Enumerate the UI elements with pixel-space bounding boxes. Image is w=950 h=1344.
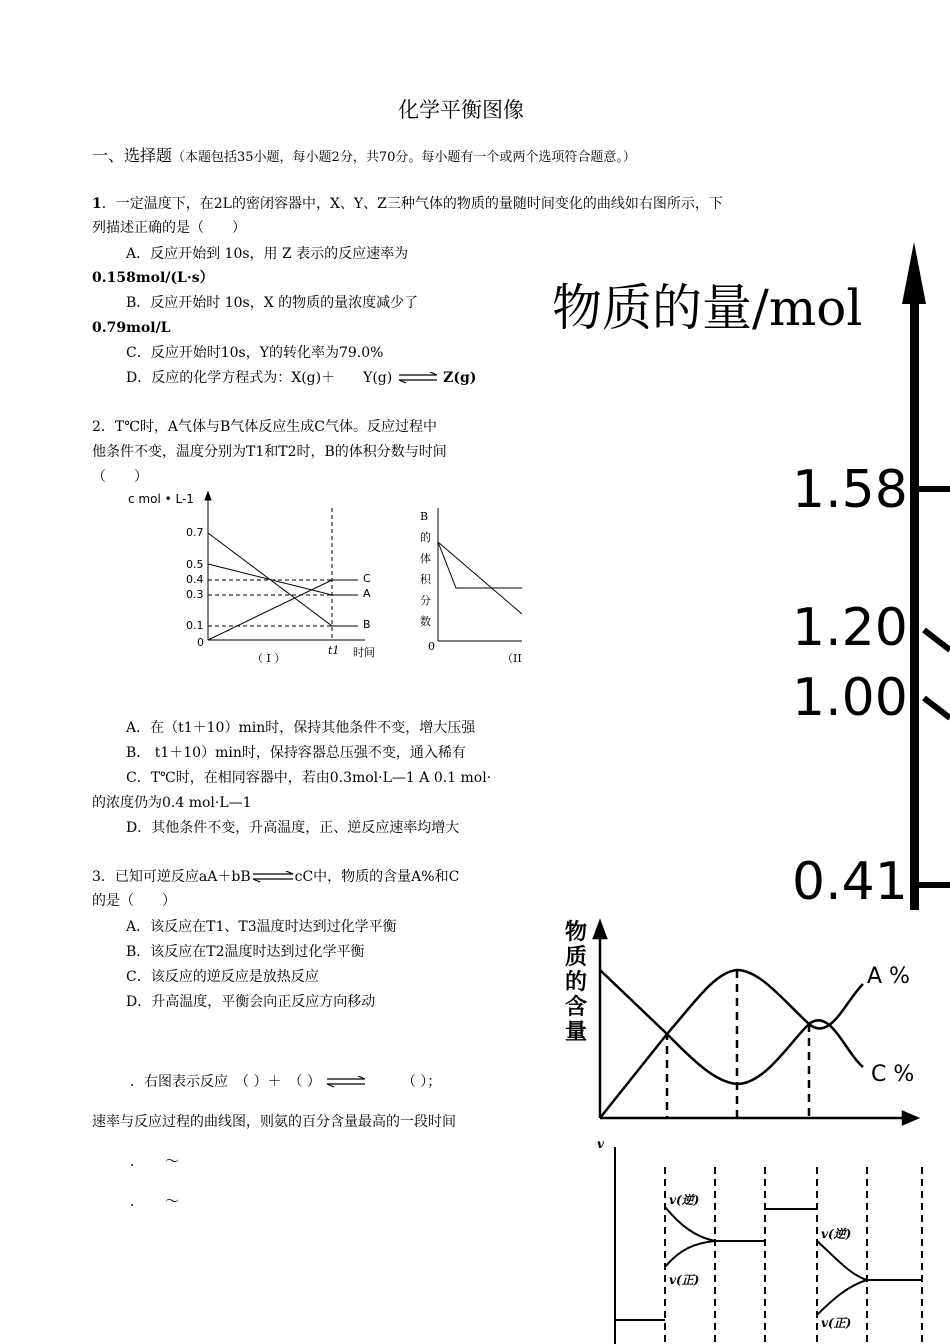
q2-fig2-curve-t1 [438, 542, 522, 588]
q2-fig2-ylabel-3: 积 [420, 573, 431, 586]
q4-rate-reverse-2 [817, 1241, 867, 1280]
q1-option-d-text: D．反应的化学方程式为：X(g)＋ Y(g) [126, 370, 393, 386]
q1-option-b-line2: 0.79mol/L [92, 320, 171, 336]
section-head-text: 一、选择题 [92, 146, 173, 165]
q2-option-d: D．其他条件不变，升高温度，正、逆反应速率均增大 [126, 820, 460, 836]
q1-tick-0-41 [919, 882, 950, 888]
q1-chart [540, 238, 950, 910]
q2-fig2-ylabel-2: 体 [420, 552, 431, 565]
q3-label-a: A % [867, 964, 910, 989]
q1-chart-y-axis [910, 278, 919, 910]
q2-tick-0-5: 0.5 [186, 558, 204, 571]
q3-ylabel-3: 含 [565, 994, 588, 1020]
q1-stem-text: ．一定温度下，在2L的密闭容器中，X、Y、Z三种气体的物质的量随时间变化的曲线如右图所示，下 [101, 196, 723, 212]
q3-chart [555, 912, 950, 1137]
section-note: （本题包括35小题，每小题2分，共70分。每小题有一个或两个选项符合题意。） [172, 150, 636, 165]
q3-stem-line1 [92, 868, 522, 886]
q4-label-reverse-1: v(逆) [669, 1193, 700, 1207]
q3-ylabel-0: 物 [565, 919, 588, 945]
q2-option-c-line1: C．T℃时，在相同容器中，若由0.3mol·L—1 A 0.1 mol· [126, 770, 492, 786]
q3-series-a [600, 970, 863, 1118]
q2-stem-line2: 他条件不变，温度分别为T1和T2时，B的体积分数与时间 [92, 444, 447, 460]
q4-chart-ylabel: v [597, 1137, 604, 1151]
q2-option-c-line2: 的浓度仍为0.4 mol·L—1 [92, 795, 252, 811]
q2-fig1-plot [120, 488, 390, 668]
q3-label-c: C % [871, 1062, 915, 1087]
q2-fig2-curve-t2 [438, 542, 522, 614]
q4-label-forward-2: v(正) [821, 1316, 852, 1330]
q1-number: 1 [92, 196, 102, 212]
section-heading [92, 143, 636, 166]
q2-fig2-ylabel-4: 分 [420, 594, 431, 607]
q2-tick-0: 0 [197, 636, 204, 649]
q1-option-d-product: Z(g) [443, 370, 477, 386]
q2-fig2-ylabel-5: 数 [420, 615, 431, 628]
q4-equilibrium-arrow-icon [325, 1076, 367, 1088]
q1-curve-1-20 [924, 630, 950, 650]
q3-option-c: C．该反应的逆反应是放热反应 [126, 969, 319, 985]
page-title: 化学平衡图像 [398, 98, 524, 122]
q2-fig1-ylabel: c mol • L-1 [128, 492, 194, 506]
q2-label-a: A [363, 587, 371, 600]
q4-stem-text: ．右图表示反应 （ ）＋ （ ） [130, 1074, 321, 1090]
q4-stem-line2: 速率与反应过程的曲线图，则氨的百分含量最高的一段时间 [92, 1114, 456, 1130]
q2-fig2-origin: 0 [428, 640, 435, 653]
q4-chart-plot [585, 1137, 950, 1344]
q1-option-b-line1: B．反应开始时 10s，X 的物质的量浓度减少了 [126, 295, 419, 311]
q2-tick-0-1: 0.1 [186, 619, 204, 632]
q4-stem-end: （ ）； [401, 1074, 442, 1090]
q2-figure-1 [120, 488, 390, 668]
q4-stem-line1 [130, 1073, 441, 1091]
q4-label-reverse-2: v(逆) [821, 1227, 852, 1241]
q1-stem-line1 [92, 195, 723, 213]
q1-tick-label-1-58: 1.58 [792, 460, 908, 520]
q3-stem-line2: 的是（ ） [92, 893, 176, 909]
q3-ylabel-2: 的 [565, 969, 588, 995]
q1-tick-label-1-20: 1.20 [792, 598, 908, 658]
q1-chart-ylabel: 物质的量/mol [552, 279, 863, 337]
q4-option-2: ． ～ [130, 1194, 179, 1210]
q2-fig2-caption: （II [502, 652, 522, 665]
q2-fig1-caption: （ I ） [252, 652, 286, 665]
q2-stem-line3: （ ） [92, 469, 148, 485]
q1-curve-1-00 [924, 698, 950, 718]
q4-chart [585, 1137, 950, 1344]
q3-chart-plot [555, 912, 950, 1137]
q2-xlabel: 时间 [353, 646, 375, 659]
q4-rate-forward-2 [817, 1280, 922, 1315]
q2-stem-line1: 2．T℃时，A气体与B气体反应生成C气体。反应过程中 [92, 419, 438, 435]
q1-option-a-line2: 0.158mol/(L·s） [92, 270, 214, 286]
q1-chart-axis [540, 238, 950, 910]
q2-label-b: B [363, 618, 371, 631]
q3-ylabel-1: 质 [565, 944, 588, 970]
q2-tick-0-4: 0.4 [186, 573, 204, 586]
q3-stem-text-a: 3．已知可逆反应aA＋bB [92, 869, 251, 885]
q3-option-a: A．该反应在T1、T3温度时达到过化学平衡 [126, 919, 397, 935]
q2-fig2-ylabel-0: B [420, 510, 429, 523]
q1-option-d [126, 369, 476, 387]
equilibrium-arrow-icon [397, 372, 439, 384]
q1-option-a-line1: A．反应开始到 10s，用 Z 表示的反应速率为 [126, 246, 409, 262]
q3-option-b: B．该反应在T2温度时达到过化学平衡 [126, 944, 365, 960]
q3-option-d: D．升高温度，平衡会向正反应方向移动 [126, 994, 376, 1010]
q1-option-c: C．反应开始时10s，Y的转化率为79.0% [126, 345, 384, 361]
q2-option-b: B． t1＋10）min时，保持容器总压强不变，通入稀有 [126, 745, 466, 761]
q3-equilibrium-arrow-icon [251, 871, 295, 883]
q4-option-1: ． ～ [130, 1154, 179, 1170]
q4-rate-reverse-1 [665, 1207, 715, 1241]
q2-tick-0-7: 0.7 [186, 526, 204, 539]
q4-label-forward-1: v(正) [669, 1273, 700, 1287]
q2-figure-2 [412, 500, 522, 670]
q2-option-a: A．在（t1＋10）min时，保持其他条件不变，增大压强 [126, 720, 476, 736]
q1-chart-axis-arrow-icon [902, 242, 926, 304]
q1-tick-label-0-41: 0.41 [792, 852, 908, 912]
q2-xlabel-t1: t1 [328, 644, 340, 657]
q2-fig2-ylabel-1: 的 [420, 531, 431, 544]
q3-stem-text-b: cC中，物质的含量A%和C [294, 869, 460, 885]
q2-label-c: C [363, 572, 371, 585]
q1-tick-1-58 [919, 486, 950, 492]
q3-ylabel-4: 量 [565, 1019, 588, 1045]
q2-tick-0-3: 0.3 [186, 588, 204, 601]
q1-stem-line2: 列描述正确的是（ ） [92, 220, 246, 236]
q1-tick-label-1-00: 1.00 [792, 668, 908, 728]
